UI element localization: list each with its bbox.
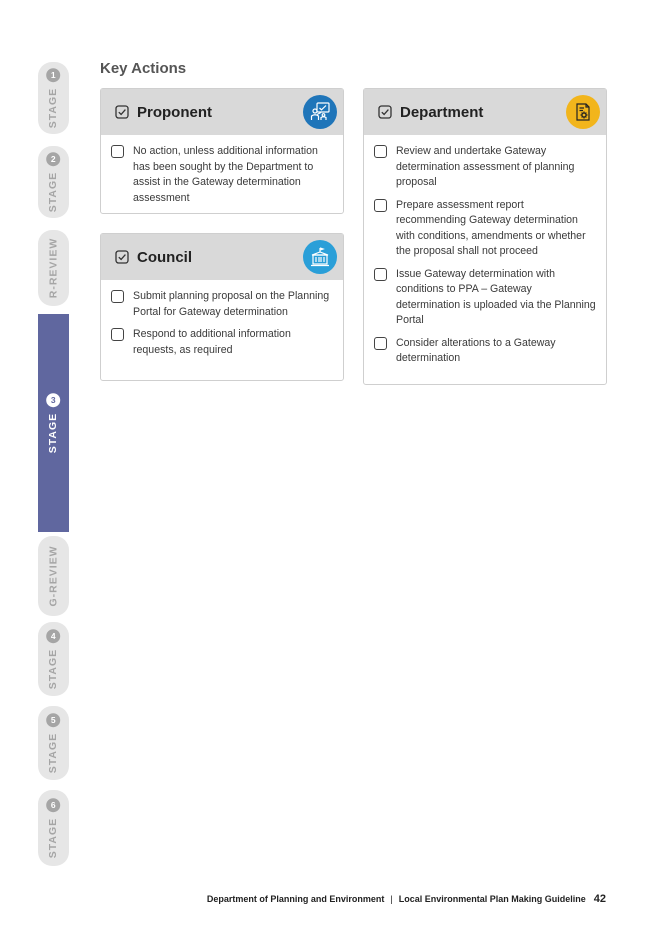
presenter-chart-icon: [303, 95, 337, 129]
tab-label: STAGE: [47, 648, 60, 690]
action-checkbox[interactable]: [374, 199, 387, 212]
action-text: Prepare assessment report recommending Gateway determination with conditions, amendments or whether the proposal shall not proceed: [396, 198, 586, 257]
council-card: [100, 233, 344, 381]
department-card: [363, 88, 607, 385]
tab-stage-4[interactable]: [38, 622, 69, 696]
tab-label: STAGE: [47, 87, 60, 129]
page-title: Key Actions: [100, 60, 187, 77]
action-text: Respond to additional information requests, as required: [133, 328, 291, 356]
card-body: [101, 135, 343, 214]
checkbox-tick-icon: [378, 105, 392, 119]
stage-number-badge: 2: [47, 152, 61, 166]
action-text: Review and undertake Gateway determination assessment of planning proposal: [396, 145, 575, 188]
list-item: [111, 289, 333, 320]
stage-number-badge: 6: [47, 798, 61, 812]
tab-stage-2[interactable]: [38, 146, 69, 218]
list-item: [374, 267, 596, 329]
card-title: Proponent: [137, 103, 212, 121]
action-checkbox[interactable]: [111, 328, 124, 341]
list-item: [111, 327, 333, 358]
action-checkbox[interactable]: [374, 337, 387, 350]
action-text: Consider alterations to a Gateway determination: [396, 336, 556, 364]
action-checkbox[interactable]: [111, 145, 124, 158]
list-item: [374, 336, 596, 367]
action-checkbox[interactable]: [374, 145, 387, 158]
action-checkbox[interactable]: [374, 268, 387, 281]
tab-g-review[interactable]: [38, 536, 69, 616]
footer-separator: |: [390, 894, 393, 904]
list-item: [374, 144, 596, 191]
tab-stage-6[interactable]: [38, 790, 69, 866]
tab-r-review[interactable]: [38, 230, 69, 306]
list-item: [374, 198, 596, 260]
tab-label: STAGE: [47, 171, 60, 213]
tab-label: STAGE: [47, 817, 60, 859]
tab-label: STAGE: [47, 412, 60, 454]
card-header: [101, 234, 343, 280]
stage-side-nav: [38, 62, 69, 866]
page-footer: [207, 893, 606, 905]
stage-number-badge: 1: [47, 68, 61, 82]
stage-number-badge: 5: [47, 713, 61, 727]
card-header: [364, 89, 606, 135]
stage-number-badge: 3: [47, 393, 61, 407]
tab-label: G-REVIEW: [47, 545, 60, 607]
action-checkbox[interactable]: [111, 290, 124, 303]
footer-org: Department of Planning and Environment: [206, 894, 385, 904]
card-header: [101, 89, 343, 135]
action-text: Issue Gateway determination with conditions to PPA – Gateway determination is uploaded via the Planning Portal: [396, 267, 596, 326]
tab-stage-3[interactable]: [38, 314, 69, 532]
document-gear-icon: [566, 95, 600, 129]
tab-stage-5[interactable]: [38, 706, 69, 780]
checkbox-tick-icon: [115, 250, 129, 264]
council-building-icon: [303, 240, 337, 274]
card-body: [101, 280, 343, 366]
tab-stage-1[interactable]: [38, 62, 69, 134]
proponent-card: [100, 88, 344, 214]
page-number: 42: [593, 893, 606, 905]
card-title: Council: [137, 248, 192, 266]
card-title: Department: [400, 103, 484, 121]
stage-number-badge: 4: [47, 629, 61, 643]
card-body: [364, 135, 606, 375]
action-text: No action, unless additional information has been sought by the Department to assist in the Gateway determination assessment: [133, 145, 318, 204]
list-item: [111, 144, 333, 206]
action-text: Submit planning proposal on the Planning Portal for Gateway determination: [133, 290, 330, 318]
tab-label: STAGE: [47, 732, 60, 774]
tab-label: R-REVIEW: [47, 237, 60, 299]
checkbox-tick-icon: [115, 105, 129, 119]
footer-doc-title: Local Environmental Plan Making Guideline: [398, 894, 586, 904]
